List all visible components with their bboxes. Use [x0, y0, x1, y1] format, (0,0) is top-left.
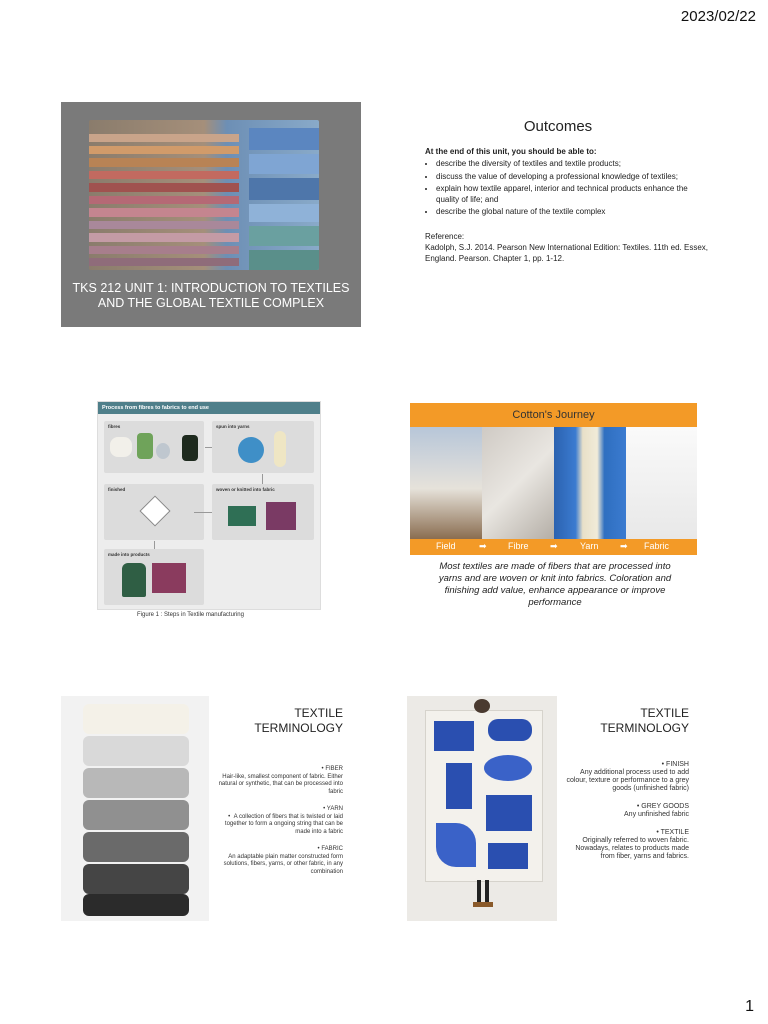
term-definition: Originally referred to woven fabric. Nowadays, relates to products made from fiber, yarns and fabrics.: [575, 837, 689, 860]
print-shape: [434, 721, 474, 751]
print-shape: [484, 755, 532, 781]
arrow-icon: ➡: [479, 541, 487, 551]
term-block: [214, 846, 343, 876]
slide-title-text: [61, 281, 361, 311]
arrow-icon: ➡: [550, 541, 558, 551]
terminology-heading-1: [212, 706, 343, 736]
term-definition: Any additional process used to add colour, texture or performance to a grey goods (unfinished fabric): [566, 769, 689, 792]
heading-line-2: TERMINOLOGY: [254, 721, 343, 735]
slide-cottons-journey: [410, 403, 697, 555]
terminology-heading-2: [560, 706, 689, 736]
skein-mid-grey: [83, 800, 189, 830]
slide-title: [61, 102, 361, 327]
blanket-icon: [152, 563, 186, 593]
term-name: • FINISH: [661, 761, 689, 768]
term-name: • FABRIC: [317, 846, 343, 852]
print-date: 2023/02/22: [680, 8, 756, 25]
box-yarn: [212, 421, 314, 473]
oil-barrel-icon: [182, 435, 198, 461]
arrow-fibres-yarn: [205, 447, 212, 448]
term-definition: • A collection of fibers that is twisted or laid together to form a ongoing string that can be made into a fabric: [224, 813, 343, 835]
fabric-photo: [626, 427, 697, 539]
term-block: [214, 806, 343, 836]
title-line-1: TKS 212 UNIT 1: INTRODUCTION TO TEXTILES: [72, 281, 350, 295]
journey-title: Cotton's Journey: [410, 403, 697, 427]
yarn-photo: [554, 427, 626, 539]
textile-print-photo: [407, 696, 557, 921]
box-fibres: [104, 421, 204, 473]
heading-line-2: TERMINOLOGY: [600, 721, 689, 735]
outcome-item: • describe the global nature of the textile complex: [436, 207, 708, 218]
skein-grey: [83, 768, 189, 798]
label-woven: woven or knitted into fabric: [216, 487, 275, 492]
sheep-icon: [110, 437, 132, 457]
terminology-list-1: [214, 766, 343, 876]
arrow-fabric-finished: [194, 512, 212, 513]
person-head: [474, 699, 490, 713]
arrow-icon: ➡: [620, 541, 628, 551]
title-line-2: AND THE GLOBAL TEXTILE COMPLEX: [97, 296, 325, 310]
step-fabric: Fabric: [644, 541, 670, 551]
slide-process-diagram: [97, 401, 321, 610]
figure-caption: Figure 1 : Steps in Textile manufacturing: [137, 612, 244, 618]
term-definition: Any unfinished fabric: [624, 811, 689, 818]
finish-icon: [139, 495, 170, 526]
term-block: [214, 766, 343, 796]
step-fibre: Fibre: [508, 541, 529, 551]
term-name: • FIBER: [321, 766, 343, 772]
term-block: [560, 803, 689, 819]
plant-icon: [137, 433, 153, 459]
spool-icon: [274, 431, 286, 467]
outcomes-list: [408, 159, 708, 218]
reference: [425, 231, 708, 264]
print-shape: [488, 719, 532, 741]
fabric-swatch-icon: [228, 506, 256, 526]
outcomes-lead: At the end of this unit, you should be able to:: [425, 147, 597, 156]
skein-dark-grey: [83, 832, 189, 862]
reference-label: Reference:: [425, 231, 465, 241]
skein-black: [83, 894, 189, 916]
outcome-item: • explain how textile apparel, interior and technical products enhance the quality of life; and: [436, 184, 708, 205]
step-yarn: Yarn: [580, 541, 599, 551]
box-woven: [212, 484, 314, 540]
person-shoe: [473, 902, 483, 907]
diagram-header: Process from fibres to fabrics to end use: [98, 402, 320, 414]
outcome-item: • discuss the value of developing a professional knowledge of textiles;: [436, 172, 708, 183]
knit-swatch-icon: [266, 502, 296, 530]
outcome-item: • describe the diversity of textiles and textile products;: [436, 159, 708, 170]
box-products: [104, 549, 204, 605]
yarn-ball-icon: [238, 437, 264, 463]
print-shape: [486, 795, 532, 831]
heading-line-1: TEXTILE: [640, 706, 689, 720]
print-shape: [446, 763, 472, 809]
term-definition: An adaptable plain matter constructed form solutions, fibers, yarns, or other fabric, in any combination: [223, 853, 343, 875]
field-photo: [410, 427, 482, 539]
term-block: [560, 829, 689, 861]
printed-fabric: [425, 710, 543, 882]
heading-line-1: TEXTILE: [294, 706, 343, 720]
outcomes-heading: Outcomes: [523, 118, 593, 135]
box-finished: [104, 484, 204, 540]
print-shape: [436, 823, 476, 867]
person-leg: [477, 880, 481, 902]
label-products: made into products: [108, 552, 150, 557]
skein-white: [83, 704, 189, 734]
arrow-yarn-fabric: [262, 474, 263, 484]
term-name: • YARN: [323, 806, 343, 812]
person-leg: [485, 880, 489, 902]
arrow-finished-products: [154, 541, 155, 549]
jacket-icon: [122, 563, 146, 597]
page-number: 1: [745, 998, 754, 1015]
yarn-skeins-photo: [61, 696, 209, 921]
fibre-photo: [482, 427, 554, 539]
slide-outcomes: [408, 102, 708, 327]
person-shoe: [483, 902, 493, 907]
journey-steps: [410, 539, 697, 555]
terminology-list-2: [560, 761, 689, 861]
term-name: • TEXTILE: [656, 829, 689, 836]
skein-light-grey: [83, 736, 189, 766]
term-definition: Hair-like, smallest component of fabric. Either natural or synthetic, that can be processed into fabric: [218, 773, 343, 795]
step-field: Field: [436, 541, 456, 551]
print-shape: [488, 843, 528, 869]
term-name: • GREY GOODS: [636, 803, 689, 810]
term-block: [560, 761, 689, 793]
fabric-stack-photo: [89, 120, 319, 270]
skein-charcoal: [83, 864, 189, 894]
cocoon-icon: [156, 443, 170, 459]
journey-caption: Most textiles are made of fibers that are processed into yarns and are woven or knit into fabrics. Coloration and finishing add value, enhance appearance or improve performance: [438, 561, 672, 608]
label-yarn: spun into yarns: [216, 424, 250, 429]
label-finished: finished: [108, 487, 126, 492]
label-fibres: fibres: [108, 424, 121, 429]
reference-text: Kadolph, S.J. 2014. Pearson New International Edition: Textiles. 11th ed. Essex, England. Pearson. Chapter 1, pp. 1-12.: [425, 242, 708, 263]
